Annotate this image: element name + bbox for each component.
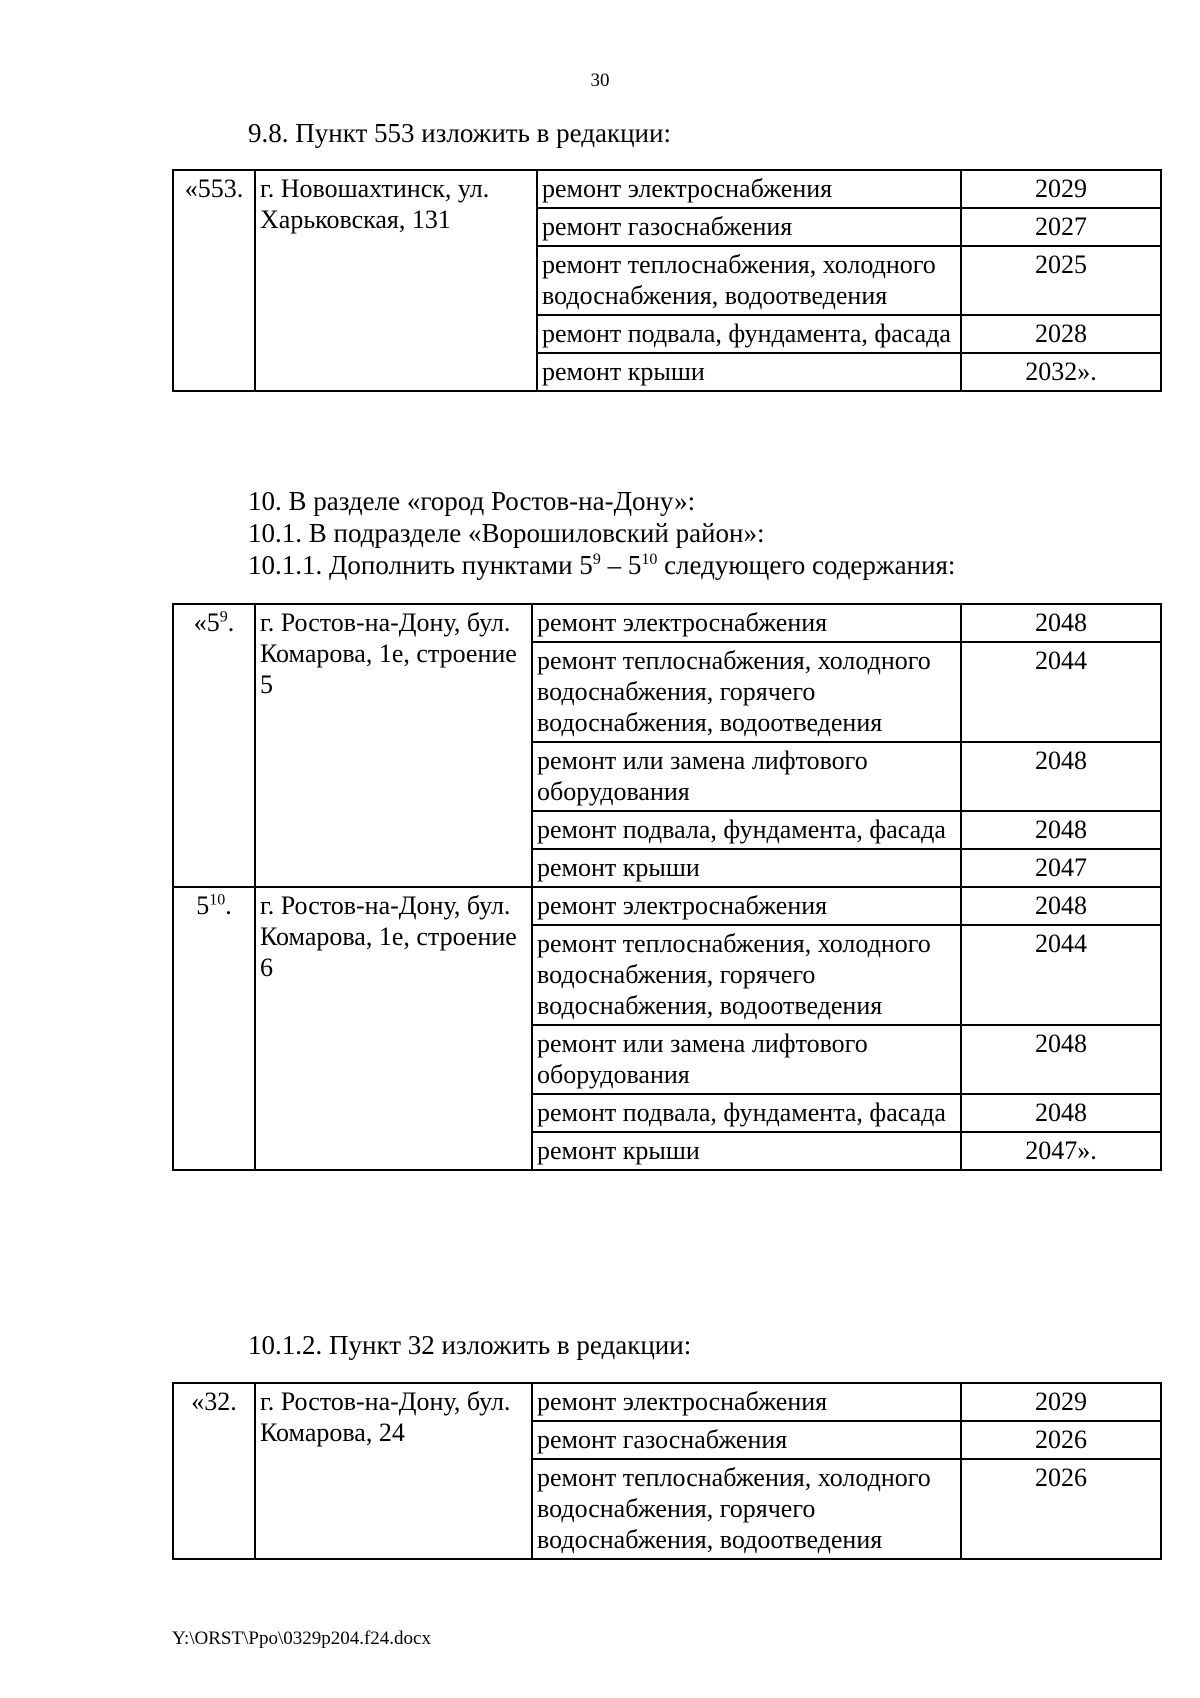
work-year: 2048 [961, 1094, 1161, 1132]
paragraph-text: – 5 [600, 550, 642, 580]
work-type: ремонт крыши [532, 1132, 961, 1170]
file-path-footer: Y:\ORST\Ppo\0329p204.f24.docx [172, 1628, 431, 1649]
paragraph-10-1-2: 10.1.2. Пункт 32 изложить в редакции: [248, 1330, 692, 1360]
paragraph-9-8: 9.8. Пункт 553 изложить в редакции: [248, 118, 671, 148]
item-number-text: 5 [196, 891, 210, 920]
work-year: 2048 [961, 604, 1161, 642]
work-type: ремонт электроснабжения [532, 604, 961, 642]
item-address: г. Ростов-на-Дону, бул. Комарова, 24 [255, 1383, 532, 1559]
work-year: 2027 [961, 208, 1161, 246]
work-type: ремонт электроснабжения [532, 887, 961, 925]
work-year: 2026 [961, 1421, 1161, 1459]
work-type: ремонт теплоснабжения, холодного водоснабжения, горячего водоснабжения, водоотведения [532, 925, 961, 1025]
item-number-text: . [227, 608, 235, 637]
item-number [173, 604, 255, 887]
work-type: ремонт подвала, фундамента, фасада [532, 1094, 961, 1132]
paragraph-10-1: 10.1. В подразделе «Ворошиловский район»: [248, 518, 765, 548]
table-items-5-9-5-10 [172, 603, 1162, 1171]
table-item-553 [172, 169, 1162, 392]
table-item-32 [172, 1382, 1162, 1560]
work-type: ремонт теплоснабжения, холодного водоснабжения, горячего водоснабжения, водоотведения [532, 1459, 961, 1559]
work-year: 2048 [961, 742, 1161, 811]
item-number: «553. [173, 170, 255, 391]
work-year: 2047 [961, 849, 1161, 887]
table-row [173, 604, 1161, 642]
item-number [173, 887, 255, 1170]
work-type: ремонт подвала, фундамента, фасада [532, 811, 961, 849]
item-address: г. Ростов-на-Дону, бул. Комарова, 1е, строение 5 [255, 604, 532, 887]
item-number-text: . [225, 891, 232, 920]
work-year: 2029 [961, 1383, 1161, 1421]
work-year: 2048 [961, 811, 1161, 849]
item-address: г. Ростов-на-Дону, бул. Комарова, 1е, строение 6 [255, 887, 532, 1170]
work-type: ремонт газоснабжения [537, 208, 961, 246]
superscript: 10 [209, 891, 226, 909]
superscript: 9 [592, 551, 601, 568]
work-type: ремонт газоснабжения [532, 1421, 961, 1459]
page-number: 30 [590, 70, 610, 91]
item-number: «32. [173, 1383, 255, 1559]
work-year: 2029 [961, 170, 1161, 208]
work-type: ремонт подвала, фундамента, фасада [537, 315, 961, 353]
work-year: 2044 [961, 642, 1161, 742]
work-year: 2026 [961, 1459, 1161, 1559]
work-type: ремонт или замена лифтового оборудования [532, 1025, 961, 1094]
work-year: 2048 [961, 1025, 1161, 1094]
work-type: ремонт теплоснабжения, холодного водоснабжения, водоотведения [537, 246, 961, 315]
work-type: ремонт или замена лифтового оборудования [532, 742, 961, 811]
paragraph-text: 10.1.1. Дополнить пунктами 5 [248, 550, 593, 580]
paragraph-text: следующего содержания: [657, 550, 956, 580]
superscript: 10 [641, 551, 658, 568]
item-number-text: «5 [193, 608, 220, 637]
paragraph-10-1-1 [248, 549, 955, 581]
work-year: 2032». [961, 353, 1161, 391]
item-address: г. Новошахтинск, ул. Харьковская, 131 [255, 170, 537, 391]
work-type: ремонт электроснабжения [537, 170, 961, 208]
work-year: 2048 [961, 887, 1161, 925]
work-type: ремонт электроснабжения [532, 1383, 961, 1421]
table-row [173, 1383, 1161, 1421]
superscript: 9 [219, 608, 228, 626]
work-year: 2044 [961, 925, 1161, 1025]
table-row [173, 170, 1161, 208]
work-year: 2025 [961, 246, 1161, 315]
work-type: ремонт крыши [537, 353, 961, 391]
work-year: 2047». [961, 1132, 1161, 1170]
table-row [173, 887, 1161, 925]
work-type: ремонт теплоснабжения, холодного водоснабжения, горячего водоснабжения, водоотведения [532, 642, 961, 742]
work-type: ремонт крыши [532, 849, 961, 887]
paragraph-10: 10. В разделе «город Ростов-на-Дону»: [248, 486, 696, 516]
work-year: 2028 [961, 315, 1161, 353]
